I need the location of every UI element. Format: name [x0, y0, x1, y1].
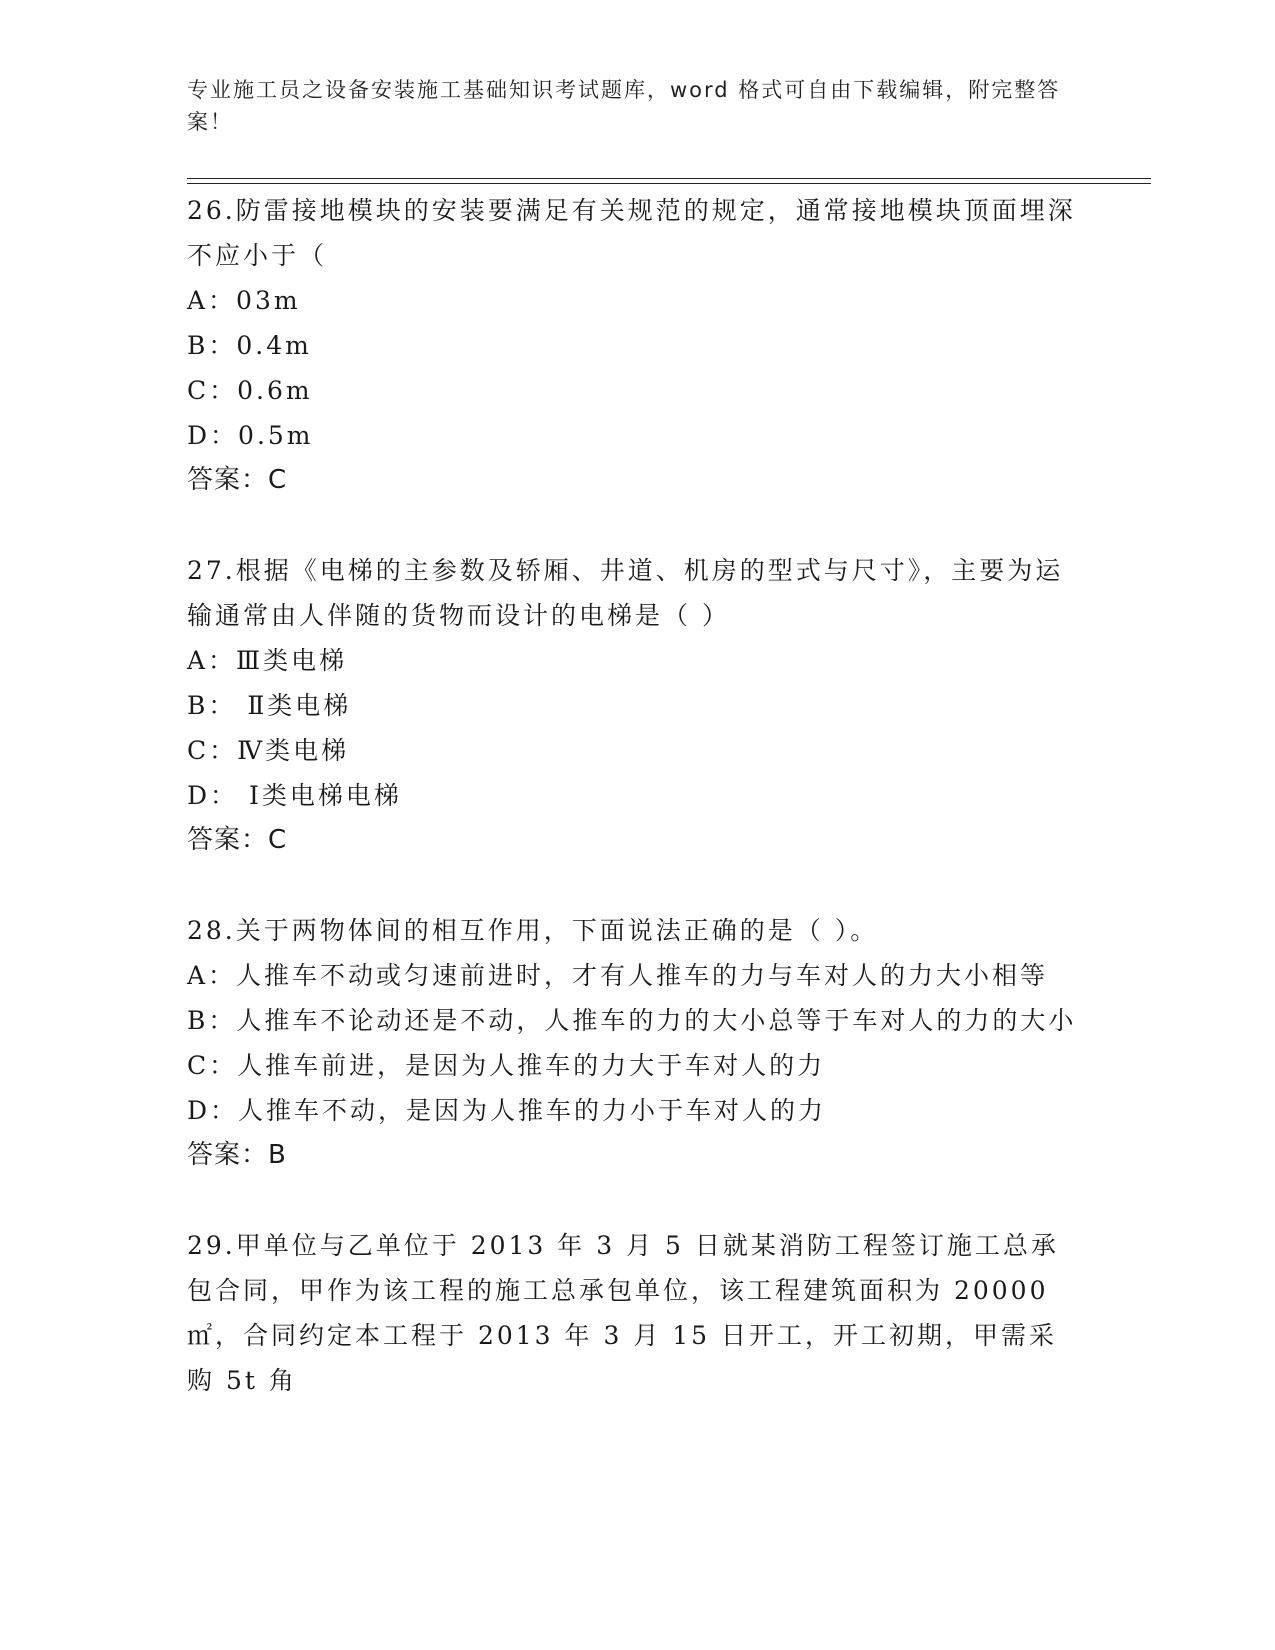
answer: 答案：C	[187, 825, 288, 855]
option-b: B：0.4m	[187, 331, 312, 360]
question-27	[187, 548, 1077, 908]
question-gap	[187, 1178, 1077, 1223]
option-c: C：Ⅳ类电梯	[187, 736, 350, 765]
question-stem: 29.甲单位与乙单位于 2013 年 3 月 5 日就某消防工程签订施工总承包合同，甲作为该工程的施工总承包单位，该工程建筑面积为 20000㎡，合同约定本工程于 2013 年 3 月 15 日开工，开工初期，甲需采购 5t 角	[187, 1231, 1059, 1395]
option-a: A：人推车不动或匀速前进时，才有人推车的力与车对人的力大小相等	[187, 961, 1049, 990]
option-a: A：03m	[187, 286, 301, 315]
option-b: B： Ⅱ类电梯	[187, 691, 352, 720]
option-b: B：人推车不论动还是不动，人推车的力的大小总等于车对人的力的大小	[187, 1006, 1077, 1035]
question-gap	[187, 503, 1077, 548]
question-stem: 28.关于两物体间的相互作用，下面说法正确的是（ ）。	[187, 916, 879, 945]
option-d: D： Ⅰ类电梯电梯	[187, 781, 402, 810]
question-gap	[187, 863, 1077, 908]
header-text: 专业施工员之设备安装施工基础知识考试题库，word 格式可自由下载编辑，附完整答案！	[187, 78, 1061, 134]
option-d: D：0.5m	[187, 421, 314, 450]
question-stem: 26.防雷接地模块的安装要满足有关规范的规定，通常接地模块顶面埋深不应小于（	[187, 196, 1076, 270]
question-list	[187, 188, 1077, 1403]
question-29	[187, 1223, 1077, 1403]
option-c: C：0.6m	[187, 376, 313, 405]
option-d: D：人推车不动，是因为人推车的力小于车对人的力	[187, 1096, 827, 1125]
question-26	[187, 188, 1077, 548]
question-stem: 27.根据《电梯的主参数及轿厢、井道、机房的型式与尺寸》，主要为运输通常由人伴随的货物而设计的电梯是（ ）	[187, 556, 1064, 630]
answer: 答案：B	[187, 1140, 287, 1170]
document-header	[187, 74, 1067, 138]
question-28	[187, 908, 1077, 1223]
header-rule-bottom	[187, 183, 1151, 184]
header-rule-top	[187, 178, 1151, 179]
option-c: C：人推车前进，是因为人推车的力大于车对人的力	[187, 1051, 826, 1080]
option-a: A：Ⅲ类电梯	[187, 646, 348, 675]
answer: 答案：C	[187, 465, 288, 495]
